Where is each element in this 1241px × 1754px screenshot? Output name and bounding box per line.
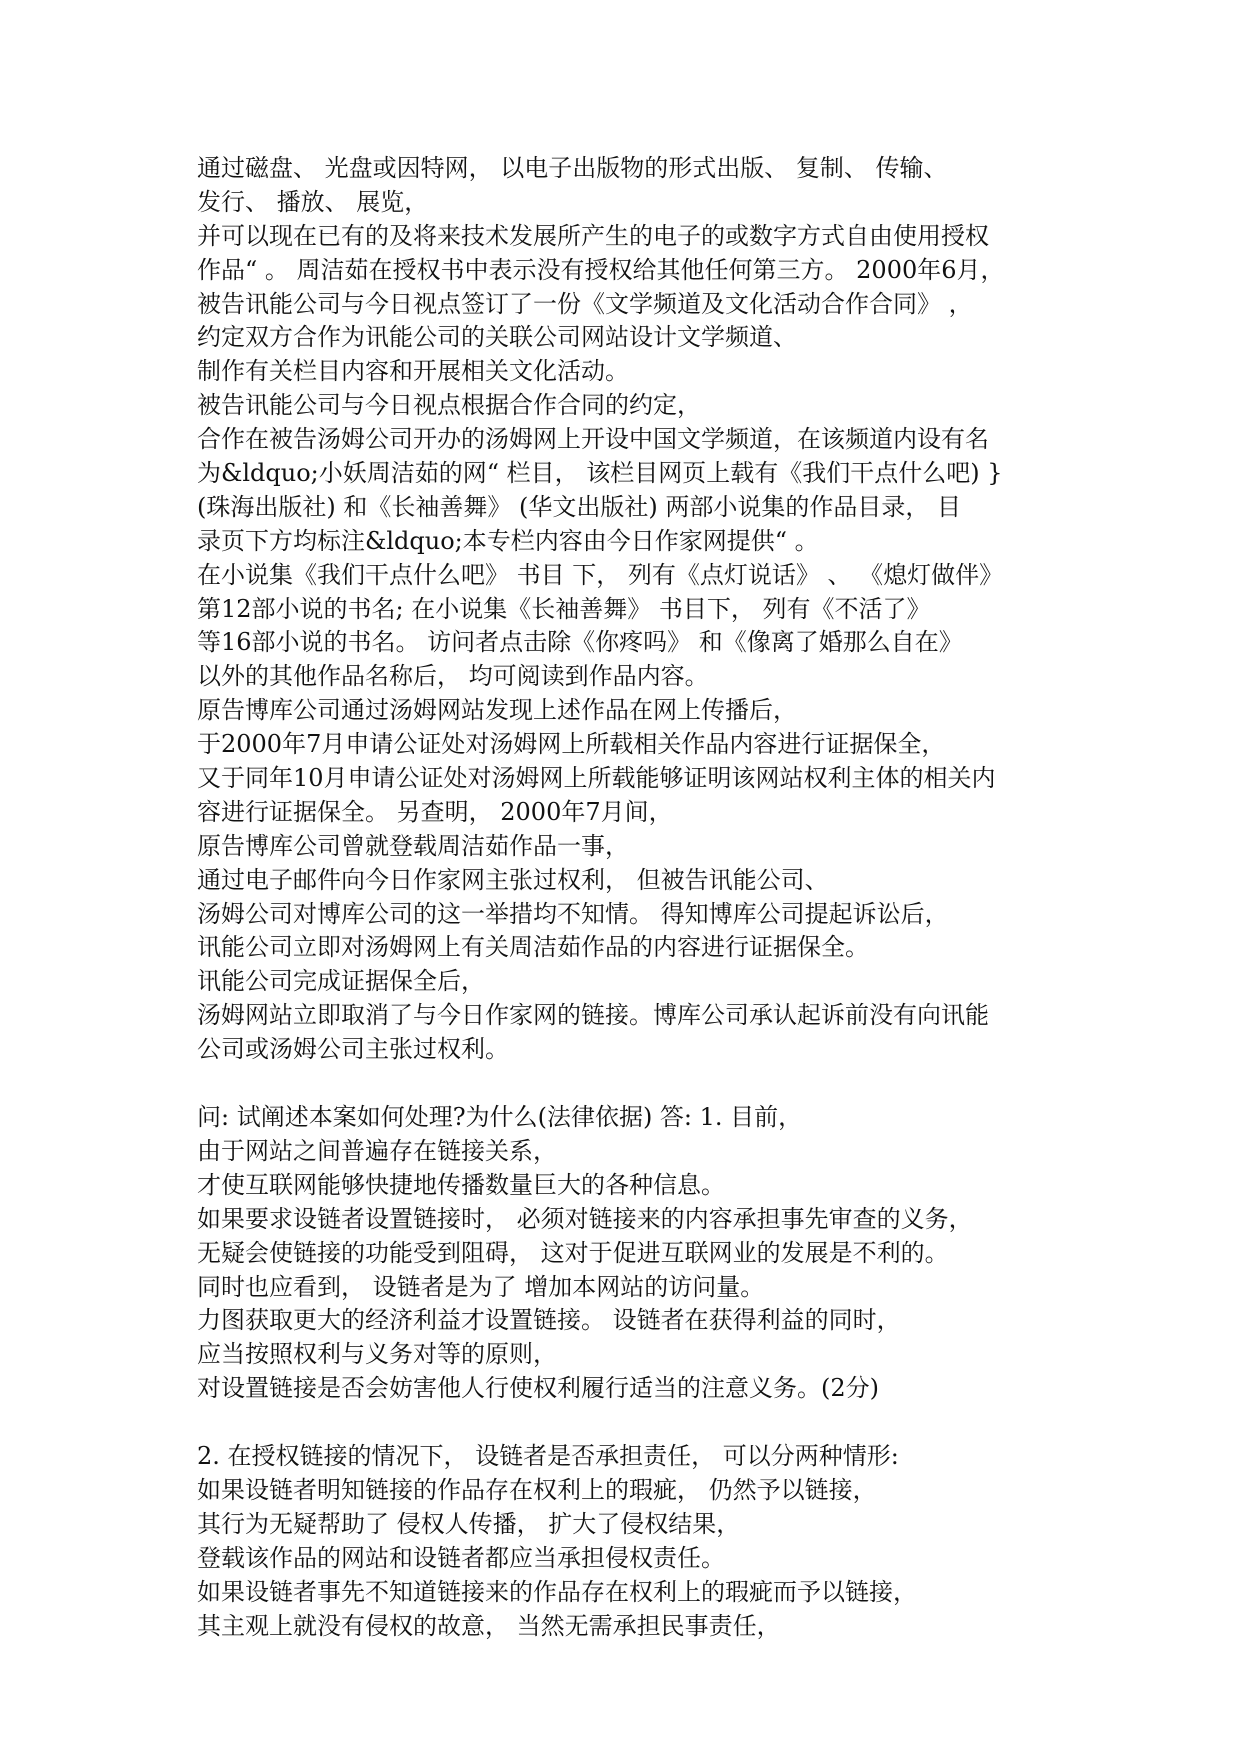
text-line: 如果设链者事先不知道链接来的作品存在权利上的瑕疵而予以链接， (197, 1577, 917, 1606)
text-line: 通过电子邮件向今日作家网主张过权利， 但被告讯能公司、 (197, 865, 829, 894)
text-line: 同时也应看到， 设链者是为了 增加本网站的访问量。 (197, 1272, 765, 1301)
paragraph-spacer (197, 1406, 1047, 1440)
text-line: 发行、 播放、 展览， (197, 187, 429, 216)
text-line: 原告博库公司曾就登载周洁茹作品一事， (197, 831, 629, 860)
text-line: 原告博库公司通过汤姆网站发现上述作品在网上传播后， (197, 696, 797, 725)
document-body (197, 152, 1047, 1643)
text-line: 约定双方合作为讯能公司的关联公司网站设计文学频道、 (197, 323, 797, 352)
text-line: 应当按照权利与义务对等的原则， (197, 1340, 557, 1369)
text-line: 公司或汤姆公司主张过权利。 (197, 1035, 509, 1064)
text-line: 并可以现在已有的及将来技术发展所产生的电子的或数字方式自由使用授权 (197, 221, 989, 250)
text-line: 无疑会使链接的功能受到阻碍， 这对于促进互联网业的发展是不利的。 (197, 1238, 949, 1267)
text-line: 制作有关栏目内容和开展相关文化活动。 (197, 357, 629, 386)
text-line: 为&ldquo;小妖周洁茹的网“ 栏目， 该栏目网页上载有《我们干点什么吧) } (197, 459, 1003, 488)
text-line: 问: 试阐述本案如何处理?为什么(法律依据) 答: 1. 目前， (197, 1103, 803, 1132)
text-line: 才使互联网能够快捷地传播数量巨大的各种信息。 (197, 1170, 725, 1199)
text-line: 等16部小说的书名。 访问者点击除《你疼吗》 和《像离了婚那么自在》 (197, 628, 963, 657)
text-line: 讯能公司完成证据保全后， (197, 967, 485, 996)
text-line: 由于网站之间普遍存在链接关系， (197, 1136, 557, 1165)
paragraph-spacer (197, 1067, 1047, 1101)
text-line: 通过磁盘、 光盘或因特网， 以电子出版物的形式出版、 复制、 传输、 (197, 154, 948, 182)
text-line: 以外的其他作品名称后， 均可阅读到作品内容。 (197, 662, 709, 691)
text-line: (珠海出版社) 和《长袖善舞》 (华文出版社) 两部小说集的作品目录， 目 (197, 492, 961, 521)
text-line: 其行为无疑帮助了 侵权人传播， 扩大了侵权结果， (197, 1509, 741, 1538)
text-line: 在小说集《我们干点什么吧》 书目 下， 列有《点灯说话》 、 《熄灯做伴》 (197, 560, 1004, 589)
text-line: 合作在被告汤姆公司开办的汤姆网上开设中国文学频道，在该频道内设有名 (197, 425, 989, 454)
paragraph-case-facts (197, 152, 1047, 1067)
text-line: 容进行证据保全。 另查明， 2000年7月间， (197, 797, 673, 826)
text-line: 于2000年7月申请公证处对汤姆网上所载相关作品内容进行证据保全， (197, 730, 946, 759)
paragraph-answer-2 (197, 1440, 1047, 1643)
text-line: 第12部小说的书名; 在小说集《长袖善舞》 书目下， 列有《不活了》 (197, 594, 931, 623)
text-line: 其主观上就没有侵权的故意， 当然无需承担民事责任， (197, 1611, 781, 1640)
text-line: 对设置链接是否会妨害他人行使权利履行适当的注意义务。(2分) (197, 1374, 879, 1403)
text-line: 如果要求设链者设置链接时， 必须对链接来的内容承担事先审查的义务， (197, 1204, 973, 1233)
text-line: 录页下方均标注&ldquo;本专栏内容由今日作家网提供“ 。 (197, 526, 819, 555)
text-line: 被告讯能公司与今日视点根据合作合同的约定， (197, 391, 701, 420)
text-line: 汤姆网站立即取消了与今日作家网的链接。博库公司承认起诉前没有向讯能 (197, 1001, 989, 1030)
text-line: 如果设链者明知链接的作品存在权利上的瑕疵， 仍然予以链接， (197, 1475, 877, 1504)
text-line: 被告讯能公司与今日视点签订了一份《文学频道及文化活动合作合同》 ， (197, 289, 973, 318)
text-line: 汤姆公司对博库公司的这一举措均不知情。 得知博库公司提起诉讼后， (197, 899, 949, 928)
text-line: 力图获取更大的经济利益才设置链接。 设链者在获得利益的同时， (197, 1306, 901, 1335)
text-line: 登载该作品的网站和设链者都应当承担侵权责任。 (197, 1543, 725, 1572)
text-line: 作品“ 。 周洁茹在授权书中表示没有授权给其他任何第三方。 2000年6月， (197, 255, 1005, 284)
text-line: 2. 在授权链接的情况下， 设链者是否承担责任， 可以分两种情形: (197, 1442, 899, 1471)
text-line: 讯能公司立即对汤姆网上有关周洁茹作品的内容进行证据保全。 (197, 933, 869, 962)
text-line: 又于同年10月申请公证处对汤姆网上所载能够证明该网站权利主体的相关内 (197, 764, 996, 793)
paragraph-question-answer-1 (197, 1101, 1047, 1406)
